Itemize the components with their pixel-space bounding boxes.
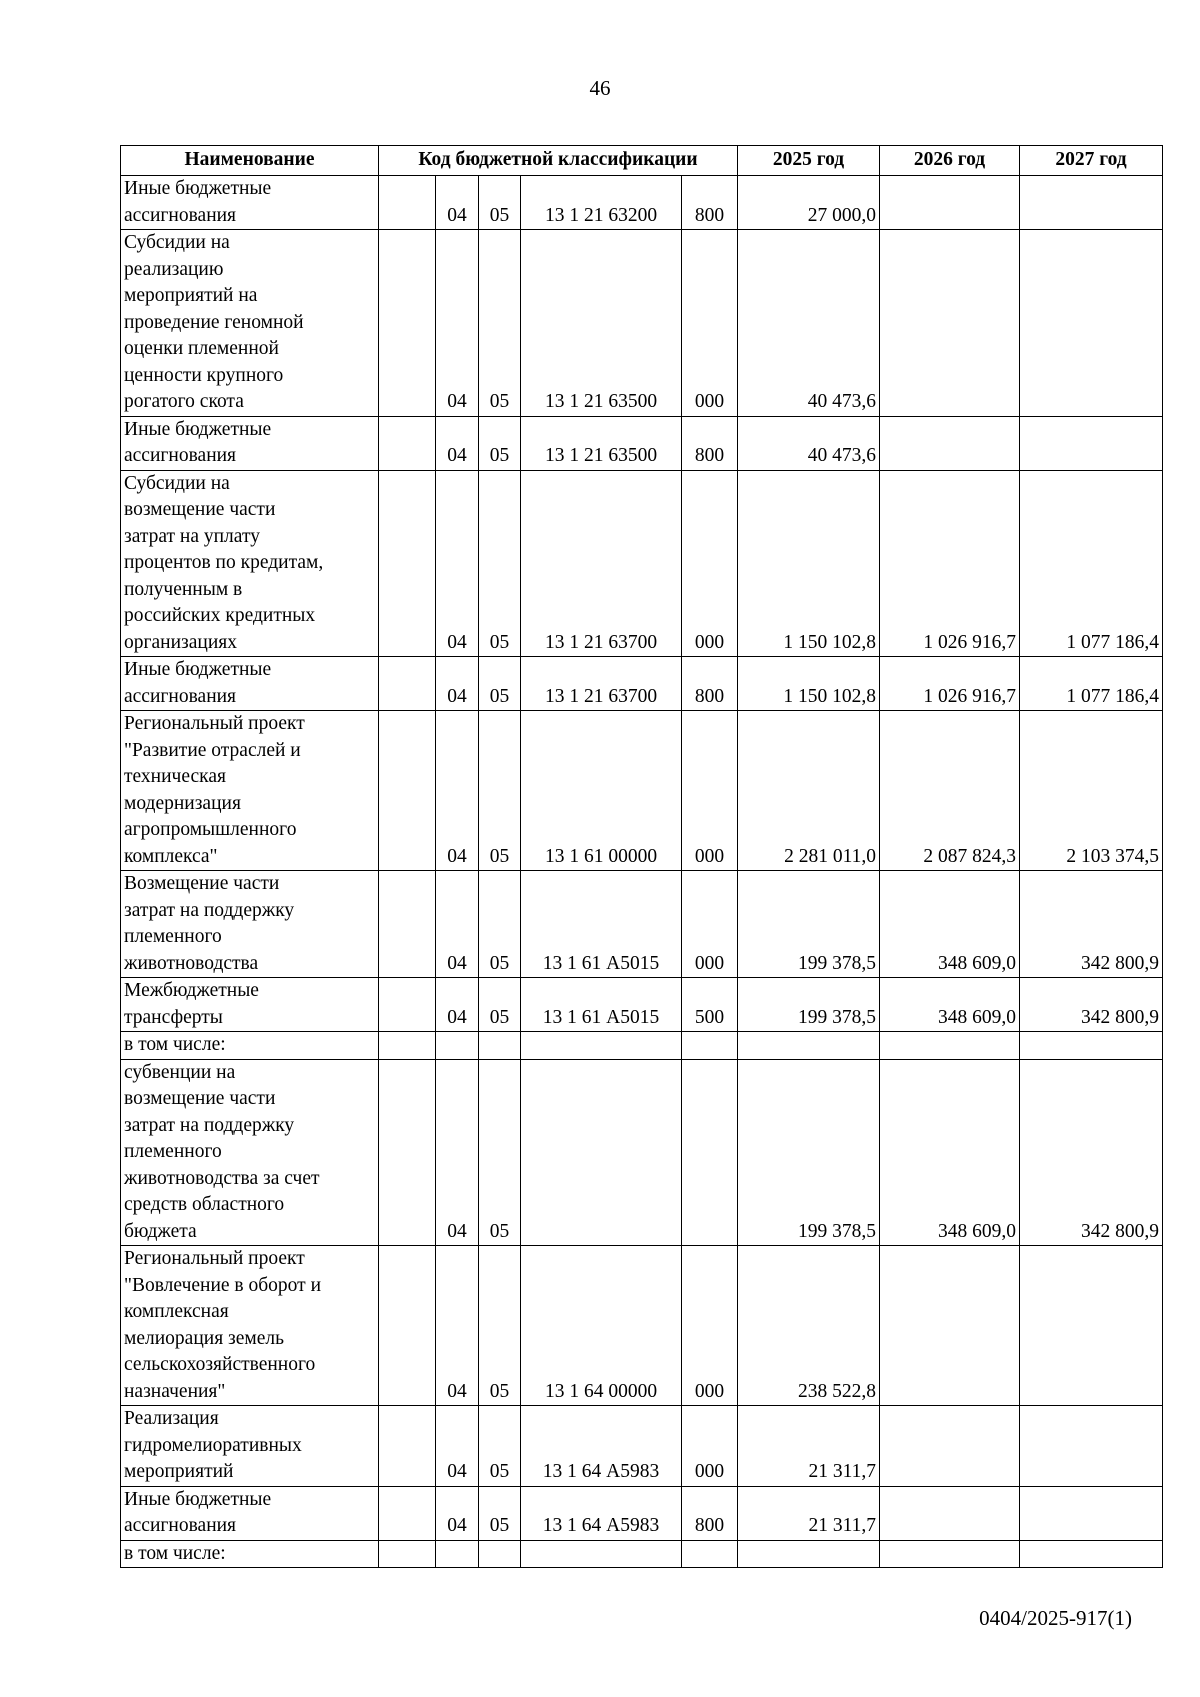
row-name: Иные бюджетные ассигнования [121, 657, 379, 711]
code-target-article: 13 1 64 А5983 [521, 1406, 682, 1487]
code-subsection: 05 [479, 1246, 521, 1406]
amount-2027: 342 800,9 [1020, 978, 1163, 1032]
code-target-article: 13 1 21 63700 [521, 657, 682, 711]
row-name: Реализация гидромелиоративных мероприятий [121, 1406, 379, 1487]
row-name: в том числе: [121, 1032, 379, 1060]
table-row [121, 176, 1163, 230]
code-blank [379, 176, 436, 230]
code-expense-type [682, 1540, 738, 1568]
code-blank [379, 871, 436, 978]
amount-2025: 1 150 102,8 [738, 657, 880, 711]
code-section: 04 [436, 230, 479, 417]
amount-2025: 27 000,0 [738, 176, 880, 230]
code-subsection [479, 1540, 521, 1568]
code-blank [379, 470, 436, 657]
table-row [121, 1246, 1163, 1406]
code-section [436, 1032, 479, 1060]
code-section: 04 [436, 1486, 479, 1540]
code-subsection: 05 [479, 470, 521, 657]
code-blank [379, 230, 436, 417]
code-section: 04 [436, 871, 479, 978]
code-section: 04 [436, 978, 479, 1032]
amount-2026 [880, 416, 1020, 470]
row-name: в том числе: [121, 1540, 379, 1568]
amount-2025 [738, 1540, 880, 1568]
table-row [121, 1540, 1163, 1568]
amount-2027: 1 077 186,4 [1020, 657, 1163, 711]
table-row [121, 230, 1163, 417]
code-subsection: 05 [479, 711, 521, 871]
code-subsection: 05 [479, 176, 521, 230]
code-section: 04 [436, 1246, 479, 1406]
row-name: субвенции на возмещение части затрат на поддержку племенного животноводства за счет средств областного бюджета [121, 1059, 379, 1246]
code-expense-type [682, 1059, 738, 1246]
code-section: 04 [436, 416, 479, 470]
header-2025: 2025 год [738, 146, 880, 176]
amount-2026: 348 609,0 [880, 978, 1020, 1032]
code-subsection: 05 [479, 657, 521, 711]
code-target-article: 13 1 64 А5983 [521, 1486, 682, 1540]
row-name: Возмещение части затрат на поддержку племенного животноводства [121, 871, 379, 978]
code-section: 04 [436, 657, 479, 711]
code-target-article [521, 1059, 682, 1246]
amount-2026 [880, 1486, 1020, 1540]
table-row [121, 871, 1163, 978]
amount-2025: 199 378,5 [738, 1059, 880, 1246]
amount-2026 [880, 1246, 1020, 1406]
code-expense-type: 000 [682, 1246, 738, 1406]
amount-2025: 238 522,8 [738, 1246, 880, 1406]
table-row [121, 657, 1163, 711]
code-blank [379, 1540, 436, 1568]
header-name: Наименование [121, 146, 379, 176]
code-section: 04 [436, 1406, 479, 1487]
table-row [121, 470, 1163, 657]
code-target-article: 13 1 61 00000 [521, 711, 682, 871]
amount-2026: 1 026 916,7 [880, 470, 1020, 657]
amount-2027 [1020, 1032, 1163, 1060]
amount-2026 [880, 1540, 1020, 1568]
amount-2026: 348 609,0 [880, 1059, 1020, 1246]
table-row [121, 711, 1163, 871]
amount-2025: 2 281 011,0 [738, 711, 880, 871]
code-section: 04 [436, 176, 479, 230]
code-blank [379, 1059, 436, 1246]
table-row [121, 1406, 1163, 1487]
code-expense-type: 000 [682, 871, 738, 978]
row-name: Субсидии на реализацию мероприятий на проведение геномной оценки племенной ценности крупного рогатого скота [121, 230, 379, 417]
amount-2026 [880, 1032, 1020, 1060]
code-target-article: 13 1 21 63500 [521, 230, 682, 417]
code-expense-type: 000 [682, 711, 738, 871]
table-body [121, 176, 1163, 1568]
amount-2027: 342 800,9 [1020, 1059, 1163, 1246]
code-blank [379, 711, 436, 871]
code-blank [379, 1246, 436, 1406]
row-name: Региональный проект "Развитие отраслей и техническая модернизация агропромышленного комплекса" [121, 711, 379, 871]
amount-2027 [1020, 176, 1163, 230]
code-blank [379, 1032, 436, 1060]
amount-2025: 199 378,5 [738, 978, 880, 1032]
header-2026: 2026 год [880, 146, 1020, 176]
amount-2025: 21 311,7 [738, 1486, 880, 1540]
code-subsection: 05 [479, 978, 521, 1032]
code-target-article: 13 1 21 63700 [521, 470, 682, 657]
row-name: Иные бюджетные ассигнования [121, 416, 379, 470]
code-subsection: 05 [479, 416, 521, 470]
code-blank [379, 416, 436, 470]
page-number: 46 [589, 76, 611, 100]
amount-2026 [880, 230, 1020, 417]
row-name: Иные бюджетные ассигнования [121, 1486, 379, 1540]
row-name: Региональный проект "Вовлечение в оборот и комплексная мелиорация земель сельскохозяйственного назначения" [121, 1246, 379, 1406]
code-subsection: 05 [479, 1486, 521, 1540]
row-name: Субсидии на возмещение части затрат на уплату процентов по кредитам, полученным в российских кредитных организациях [121, 470, 379, 657]
budget-table [120, 145, 1163, 1568]
code-expense-type [682, 1032, 738, 1060]
amount-2025: 40 473,6 [738, 230, 880, 417]
code-subsection: 05 [479, 1406, 521, 1487]
code-target-article: 13 1 61 А5015 [521, 871, 682, 978]
code-subsection: 05 [479, 1059, 521, 1246]
code-expense-type: 800 [682, 657, 738, 711]
amount-2027: 1 077 186,4 [1020, 470, 1163, 657]
code-section [436, 1540, 479, 1568]
code-expense-type: 500 [682, 978, 738, 1032]
amount-2027 [1020, 416, 1163, 470]
code-blank [379, 978, 436, 1032]
amount-2026 [880, 1406, 1020, 1487]
amount-2026: 1 026 916,7 [880, 657, 1020, 711]
table-header-row [121, 146, 1163, 176]
code-section: 04 [436, 470, 479, 657]
amount-2025: 21 311,7 [738, 1406, 880, 1487]
amount-2025: 40 473,6 [738, 416, 880, 470]
row-name: Межбюджетные трансферты [121, 978, 379, 1032]
code-subsection: 05 [479, 871, 521, 978]
code-expense-type: 800 [682, 176, 738, 230]
code-section: 04 [436, 1059, 479, 1246]
code-subsection: 05 [479, 230, 521, 417]
code-section: 04 [436, 711, 479, 871]
row-name: Иные бюджетные ассигнования [121, 176, 379, 230]
code-expense-type: 800 [682, 1486, 738, 1540]
amount-2027 [1020, 1246, 1163, 1406]
amount-2025: 199 378,5 [738, 871, 880, 978]
code-expense-type: 000 [682, 1406, 738, 1487]
code-subsection [479, 1032, 521, 1060]
code-target-article: 13 1 21 63200 [521, 176, 682, 230]
amount-2026: 2 087 824,3 [880, 711, 1020, 871]
code-target-article [521, 1540, 682, 1568]
code-target-article: 13 1 21 63500 [521, 416, 682, 470]
header-budget-code: Код бюджетной классификации [379, 146, 738, 176]
amount-2027: 2 103 374,5 [1020, 711, 1163, 871]
document-code: 0404/2025-917(1) [979, 1606, 1132, 1630]
code-expense-type: 000 [682, 470, 738, 657]
code-blank [379, 1486, 436, 1540]
amount-2026 [880, 176, 1020, 230]
amount-2027: 342 800,9 [1020, 871, 1163, 978]
header-2027: 2027 год [1020, 146, 1163, 176]
amount-2027 [1020, 1406, 1163, 1487]
code-expense-type: 000 [682, 230, 738, 417]
code-expense-type: 800 [682, 416, 738, 470]
amount-2027 [1020, 1540, 1163, 1568]
amount-2027 [1020, 230, 1163, 417]
code-blank [379, 657, 436, 711]
table-row [121, 1486, 1163, 1540]
table-row [121, 978, 1163, 1032]
amount-2025: 1 150 102,8 [738, 470, 880, 657]
amount-2025 [738, 1032, 880, 1060]
code-target-article: 13 1 64 00000 [521, 1246, 682, 1406]
amount-2026: 348 609,0 [880, 871, 1020, 978]
amount-2027 [1020, 1486, 1163, 1540]
code-target-article: 13 1 61 А5015 [521, 978, 682, 1032]
code-blank [379, 1406, 436, 1487]
code-target-article [521, 1032, 682, 1060]
table-row [121, 416, 1163, 470]
table-row [121, 1059, 1163, 1246]
table-row [121, 1032, 1163, 1060]
